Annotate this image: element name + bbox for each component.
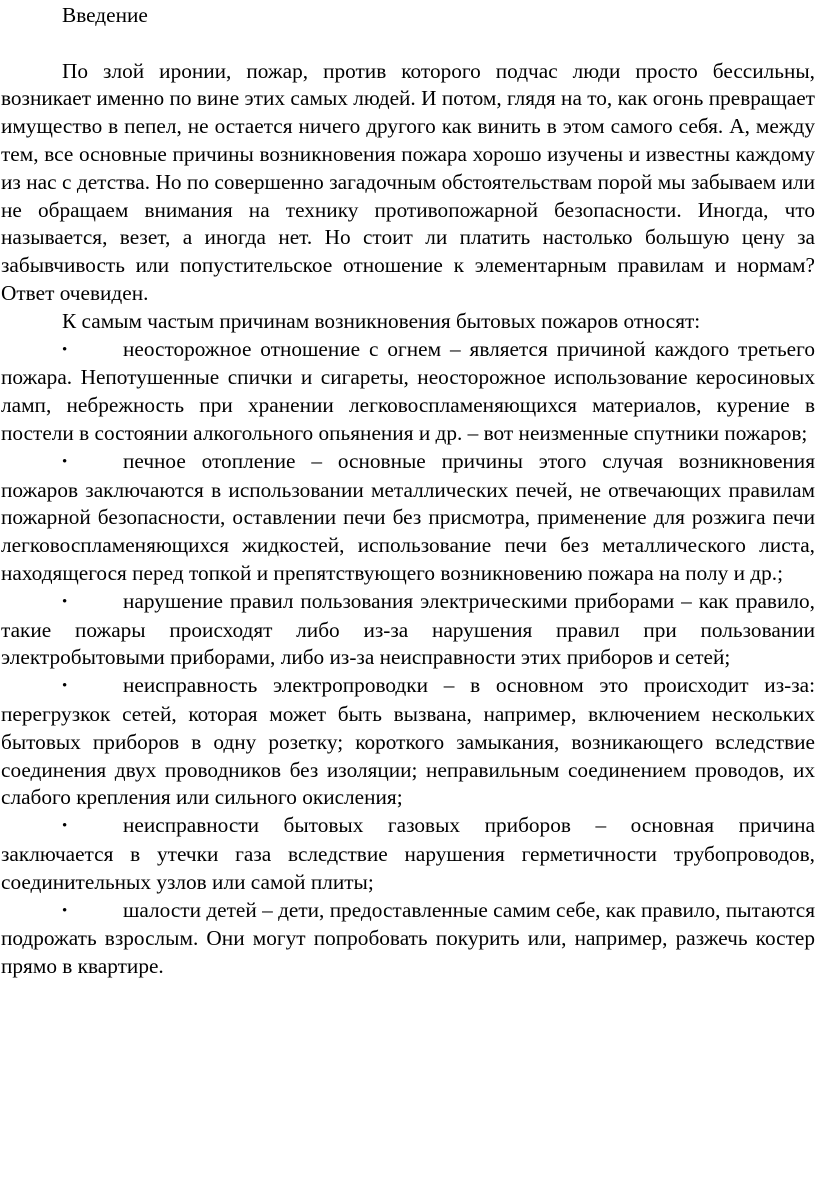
list-item [1,336,815,448]
list-item [1,588,815,672]
causes-lead-paragraph: К самым частым причинам возникновения бытовых пожаров относят: [62,308,701,333]
list-item-text: печное отопление – основные причины этого случая возникновения пожаров заключаются в использовании металлических печей, не отвечающих правилам пожарной безопасности, оставлении печи без присмотра, применение для розжига печи легковоспламеняющихся жидкостей, использование печи без металлического листа, находящегося перед топкой и препятствующего возникновению пожара на полу и др.; [1,448,815,585]
list-item [1,448,815,588]
fire-causes-list [1,336,815,981]
list-item [1,812,815,896]
bullet-icon: • [62,678,68,695]
bullet-icon: • [62,341,68,358]
list-item-text: неисправность электропроводки – в основном это происходит из-за: перегрузкок сетей, которая может быть вызвана, например, включением нескольких бытовых приборов в одну розетку; короткого замыкания, возникающего вследствие соединения двух проводников без изоляции; неправильным соединением проводов, их слабого крепления или сильного окисления; [1,673,815,810]
list-item-text: нарушение правил пользования электрическими приборами – как правило, такие пожары происходят либо из-за нарушения правил при пользовании электробытовыми приборами, либо из-за неисправности этих приборов и сетей; [1,588,815,670]
bullet-icon: • [62,902,68,919]
intro-paragraph: По злой иронии, пожар, против которого подчас люди просто бессильны, возникает именно по вине этих самых людей. И потом, глядя на то, как огонь превращает имущество в пепел, не остается ничего другого как винить в этом самого себя. А, между тем, все основные причины возникновения пожара хорошо изучены и известны каждому из нас с детства. Но по совершенно загадочным обстоятельствам порой мы забываем или не обращаем внимания на технику противопожарной безопасности. Иногда, что называется, везет, а иногда нет. Но стоит ли платить настолько большую цену за забывчивость или попустительское отношение к элементарным правилам и нормам? Ответ очевиден. [1,58,815,305]
bullet-icon: • [62,818,68,835]
list-item-text: шалости детей – дети, предоставленные самим себе, как правило, пытаются подрожать взрослым. Они могут попробовать покурить или, например, разжечь костер прямо в квартире. [1,897,816,979]
bullet-icon: • [62,593,68,610]
list-item [1,672,815,812]
list-item-text: неосторожное отношение с огнем – является причиной каждого третьего пожара. Непотушенные спички и сигареты, неосторожное использование керосиновых ламп, небрежность при хранении легковоспламеняющихся материалов, курение в постели в состоянии алкогольного опьянения и др. – вот неизменные спутники пожаров; [1,336,815,445]
list-item [1,897,815,981]
bullet-icon: • [62,453,68,470]
blank-line [1,30,815,58]
document-title: Введение [62,3,148,27]
list-item-text: неисправности бытовых газовых приборов – основная причина заключается в утечки газа вследствие нарушения герметичности трубопроводов, соединительных узлов или самой плиты; [1,813,815,894]
